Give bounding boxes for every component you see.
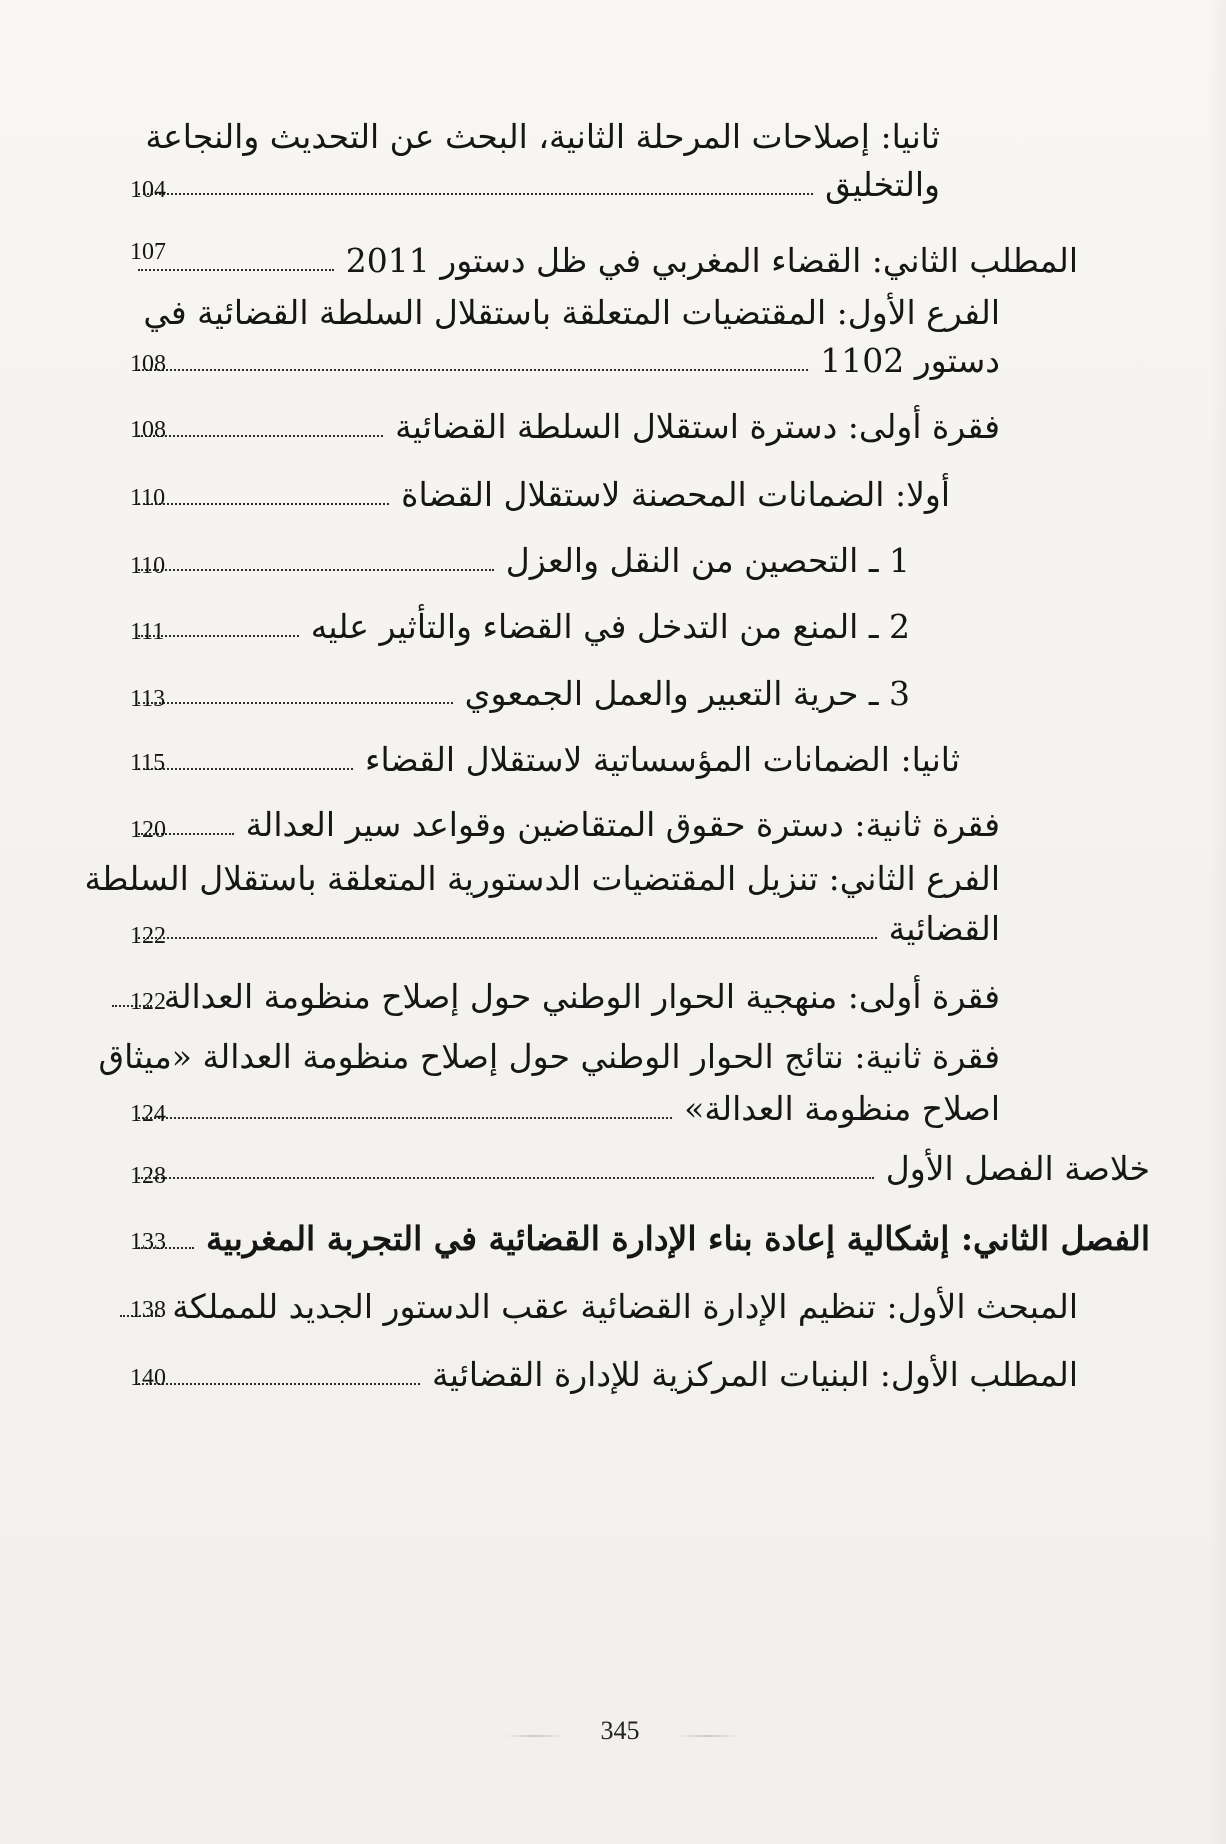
toc-entry-final-line <box>130 1276 1078 1326</box>
toc-entry-institutional-guarantees <box>130 729 1226 785</box>
toc-entry-final-line <box>130 663 910 713</box>
toc-entry-title-line: فقرة ثانية: نتائج الحوار الوطني حول إصلاح منظومة العدالة «ميثاق <box>98 1037 1000 1076</box>
toc-entry-title-line: 1 ـ التحصين من النقل والعزل <box>505 541 910 581</box>
toc-entry-final-line <box>130 464 950 514</box>
toc-page-number: 104 <box>130 177 166 203</box>
toc-page-number: 115 <box>130 750 166 776</box>
toc-entry-title-line: 2 ـ المنع من التدخل في القضاء والتأثير عليه <box>310 607 910 647</box>
toc-entry-title-line: دستور 1102 <box>820 341 1000 381</box>
toc-entry-central-structures <box>130 1344 1226 1400</box>
toc-entry-title-line: المبحث الأول: تنظيم الإدارة القضائية عقب الدستور الجديد للمملكة <box>172 1287 1078 1327</box>
toc-entry-title-line: الفصل الثاني: إشكالية إعادة بناء الإدارة القضائية في التجربة المغربية <box>205 1219 1150 1259</box>
toc-entry-final-line <box>130 396 1000 446</box>
toc-page-number: 138 <box>130 1297 166 1323</box>
toc-entry-final-line <box>130 1208 1150 1258</box>
toc-page-number: 108 <box>130 351 166 377</box>
toc-entry-judicial-administration-organization <box>130 1276 1226 1332</box>
toc-entry-title-line: المطلب الأول: البنيات المركزية للإدارة القضائية <box>432 1355 1078 1395</box>
dot-leader <box>138 569 494 571</box>
toc-entry-final-line <box>130 794 1000 844</box>
toc-entry-title-line: فقرة ثانية: دسترة حقوق المتقاضين وقواعد سير العدالة <box>245 805 1000 845</box>
toc-page-number: 128 <box>130 1163 166 1189</box>
toc-entry-title-line: ثانيا: الضمانات المؤسساتية لاستقلال القضاء <box>364 740 960 780</box>
toc-page-number: 111 <box>130 619 165 645</box>
toc-entry-final-line <box>130 1138 1150 1188</box>
toc-page-number: 108 <box>130 417 166 443</box>
toc-entry-judges-guarantees <box>130 464 1226 520</box>
toc-entry-title-line: فقرة أولى: منهجية الحوار الوطني حول إصلاح منظومة العدالة <box>163 977 1000 1017</box>
toc-entry-final-line <box>130 729 960 779</box>
toc-entry-title-line: اصلاح منظومة العدالة» <box>684 1089 1000 1129</box>
dot-leader <box>138 937 877 939</box>
footer-ornament-left <box>505 1735 565 1737</box>
toc-entry-title-line: الفرع الأول: المقتضيات المتعلقة باستقلال السلطة القضائية في <box>143 293 1000 332</box>
toc-entry-title-line: 3 ـ حرية التعبير والعمل الجمعوي <box>464 674 910 714</box>
toc-entry-interference-prohibition <box>130 596 1226 652</box>
toc-entry-title-line: القضائية <box>888 909 1000 949</box>
toc-entry-chapter-two <box>130 1208 1226 1264</box>
toc-entry-final-line <box>130 1344 1078 1394</box>
toc-entry-title-line: المطلب الثاني: القضاء المغربي في ظل دستور 2011 <box>345 241 1078 281</box>
toc-entry-title-line: ثانيا: إصلاحات المرحلة الثانية، البحث عن التحديث والنجاعة <box>145 117 940 156</box>
toc-entry-constitutionalizing-independence <box>130 396 1226 452</box>
toc-entry-constitutional-implementation <box>84 859 1226 949</box>
toc-entry-final-line <box>130 898 1000 948</box>
toc-entry-final-line <box>130 1078 1000 1128</box>
footer-page-number: 345 <box>600 1716 640 1745</box>
toc-entry-dialogue-results <box>98 1037 1226 1129</box>
toc-entry-moroccan-judiciary-2011 <box>130 226 1226 282</box>
toc-entry-final-line <box>130 330 1000 380</box>
toc-entry-final-line <box>130 154 940 204</box>
toc-entry-title-line: الفرع الثاني: تنزيل المقتضيات الدستورية المتعلقة باستقلال السلطة <box>84 859 1000 898</box>
dot-leader <box>138 193 813 195</box>
toc-page-number: 107 <box>130 239 166 265</box>
toc-entry-final-line <box>130 230 1078 280</box>
toc-page-number: 122 <box>130 923 166 949</box>
toc-entry-modernization-reforms <box>130 118 1226 208</box>
toc-entry-dialogue-methodology <box>130 966 1226 1022</box>
toc-entry-judicial-independence-provisions <box>130 293 1226 381</box>
toc-entry-title-line: فقرة أولى: دسترة استقلال السلطة القضائية <box>395 407 1000 447</box>
dot-leader <box>138 1177 874 1179</box>
toc-entry-final-line <box>130 966 1000 1016</box>
toc-entry-final-line <box>130 530 910 580</box>
toc-page-number: 110 <box>130 485 166 511</box>
toc-entry-title-line: أولا: الضمانات المحصنة لاستقلال القضاة <box>401 475 950 515</box>
dot-leader <box>138 1117 672 1119</box>
toc-entry-title-line: والتخليق <box>825 165 940 205</box>
toc-page-number: 110 <box>130 553 166 579</box>
toc-page-number: 122 <box>130 989 166 1015</box>
toc-entry-final-line <box>130 596 910 646</box>
toc-page-number: 140 <box>130 1365 166 1391</box>
toc-page-number: 124 <box>130 1101 166 1127</box>
footer-ornament-right <box>675 1735 740 1737</box>
toc-entry-expression-association <box>130 663 1226 719</box>
toc-entry-litigants-rights <box>130 794 1226 850</box>
dot-leader <box>138 269 334 271</box>
toc-page-number: 120 <box>130 817 166 843</box>
toc-entry-title-line: خلاصة الفصل الأول <box>885 1149 1150 1189</box>
toc-page-number: 133 <box>130 1229 166 1255</box>
toc-entry-chapter-one-summary <box>130 1138 1226 1194</box>
toc-entry-transfer-dismissal-protection <box>130 530 1226 586</box>
dot-leader <box>138 369 808 371</box>
toc-page-number: 113 <box>130 686 166 712</box>
